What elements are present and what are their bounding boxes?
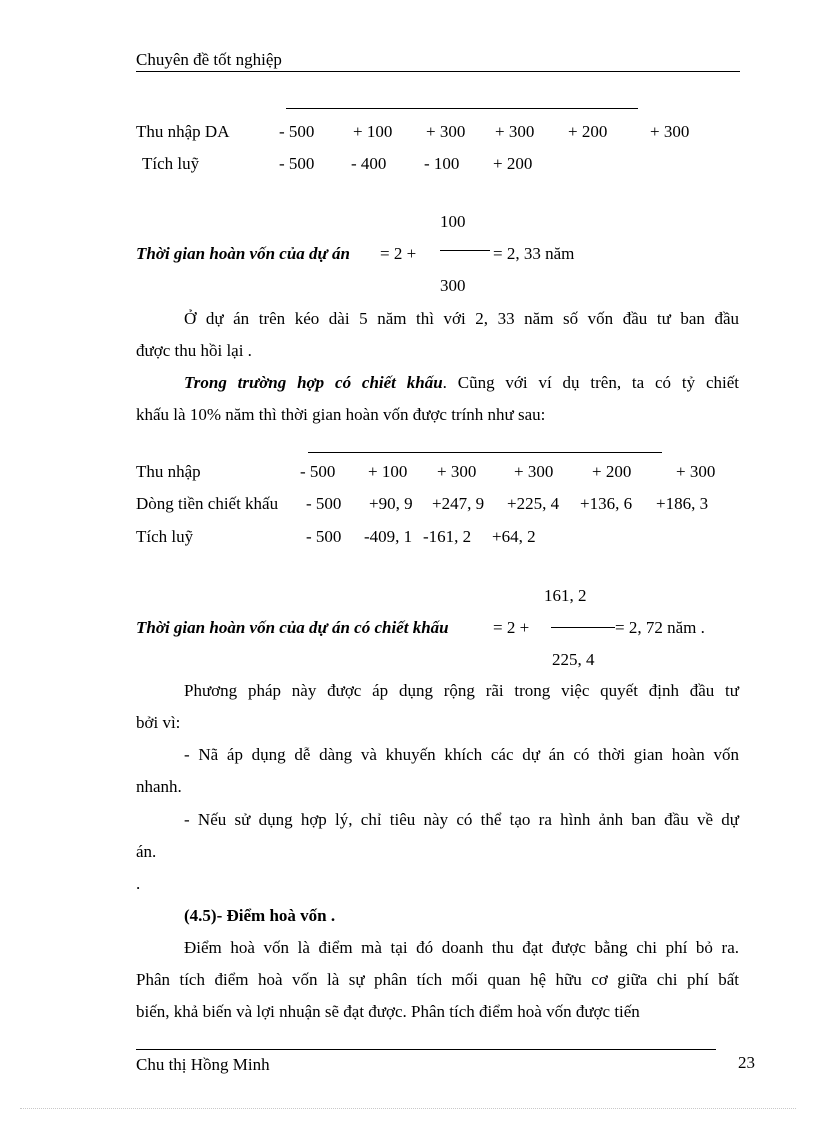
para2-line1: Trong trường hợp có chiết khấu. Cũng với ví dụ trên, ta có tỷ chiết (184, 373, 739, 392)
para2-line2: khấu là 10% năm thì thời gian hoàn vốn được trính như sau: (136, 405, 546, 424)
footer-rule (136, 1049, 716, 1050)
table1-cell: + 100 (353, 122, 393, 141)
formula2-numerator: 161, 2 (544, 586, 587, 605)
table2-rule (308, 452, 662, 453)
table1-cell: + 300 (426, 122, 466, 141)
table2-cell: -409, 1 (364, 527, 413, 546)
formula1-label: Thời gian hoàn vốn của dự án (136, 244, 350, 263)
para4-line3: biến, khả biến và lợi nhuận sẽ đạt được. Phân tích điểm hoà vốn được tiến (136, 1002, 640, 1021)
bullet1-line1: - Nã áp dụng dễ dàng và khuyến khích các dự án có thời gian hoàn vốn (184, 745, 739, 764)
formula2-fraction-bar (551, 627, 615, 628)
formula1-prefix: = 2 + (380, 244, 417, 263)
table1-rule (286, 108, 638, 109)
formula1-fraction-bar (440, 250, 490, 251)
footer-author: Chu thị Hồng Minh (136, 1055, 270, 1074)
table1-row2-label: Tích luỹ (142, 154, 200, 173)
table2-cell: +64, 2 (492, 527, 536, 546)
table2-cell: +247, 9 (432, 494, 485, 513)
table1-cell: - 100 (424, 154, 460, 173)
table2-cell: + 300 (676, 462, 716, 481)
table1-cell: + 300 (495, 122, 535, 141)
table2-cell: +136, 6 (580, 494, 633, 513)
table2-cell: - 500 (306, 527, 342, 546)
header-rule (136, 71, 740, 72)
para3-line1: Phương pháp này được áp dụng rộng rãi trong việc quyết định đầu tư (184, 681, 739, 700)
table2-cell: +90, 9 (369, 494, 413, 513)
table1-cell: + 200 (493, 154, 533, 173)
table2-cell: -161, 2 (423, 527, 472, 546)
stray-dot: . (136, 874, 141, 893)
table1-cell: - 500 (279, 154, 315, 173)
table1-cell: + 200 (568, 122, 608, 141)
table2-cell: +186, 3 (656, 494, 709, 513)
formula2-result: = 2, 72 năm . (615, 618, 705, 637)
para1-line2: được thu hồi lại . (136, 341, 252, 360)
table1-cell: + 300 (650, 122, 690, 141)
para1-line1: Ở dự án trên kéo dài 5 năm thì với 2, 33 năm số vốn đầu tư ban đầu (184, 309, 739, 328)
section-heading: (4.5)- Điểm hoà vốn . (184, 906, 336, 925)
table1-cell: - 400 (351, 154, 387, 173)
header-title: Chuyên đề tốt nghiệp (136, 50, 282, 69)
table1-cell: - 500 (279, 122, 315, 141)
page-bottom-dotted-border (20, 1108, 796, 1109)
bullet1-line2: nhanh. (136, 777, 182, 796)
table2-row1-label: Thu nhập (136, 462, 201, 481)
table2-row3-label: Tích luỹ (136, 527, 194, 546)
table2-cell: + 300 (437, 462, 477, 481)
formula2-prefix: = 2 + (493, 618, 530, 637)
table2-cell: - 500 (300, 462, 336, 481)
para4-line2: Phân tích điểm hoà vốn là sự phân tích mối quan hệ hữu cơ giữa chi phí bất (136, 970, 739, 989)
bullet2-line1: - Nếu sử dụng hợp lý, chỉ tiêu này có thể tạo ra hình ảnh ban đầu về dự (184, 810, 739, 829)
formula2-denominator: 225, 4 (552, 650, 595, 669)
table2-cell: + 100 (368, 462, 408, 481)
formula1-numerator: 100 (440, 212, 466, 231)
table2-cell: +225, 4 (507, 494, 560, 513)
para3-line2: bởi vì: (136, 713, 181, 732)
table2-cell: - 500 (306, 494, 342, 513)
table1-row1-label: Thu nhập DA (136, 122, 230, 141)
table2-cell: + 200 (592, 462, 632, 481)
formula2-label: Thời gian hoàn vốn của dự án có chiết khấu (136, 618, 449, 637)
formula1-result: = 2, 33 năm (493, 244, 575, 263)
para2-lead: Trong trường hợp có chiết khấu (184, 373, 443, 392)
table2-row2-label: Dòng tiền chiết khấu (136, 494, 279, 513)
table2-cell: + 300 (514, 462, 554, 481)
page-number: 23 (738, 1053, 755, 1072)
bullet2-line2: án. (136, 842, 157, 861)
para4-line1: Điểm hoà vốn là điểm mà tại đó doanh thu đạt được bằng chi phí bỏ ra. (184, 938, 739, 957)
formula1-denominator: 300 (440, 276, 466, 295)
